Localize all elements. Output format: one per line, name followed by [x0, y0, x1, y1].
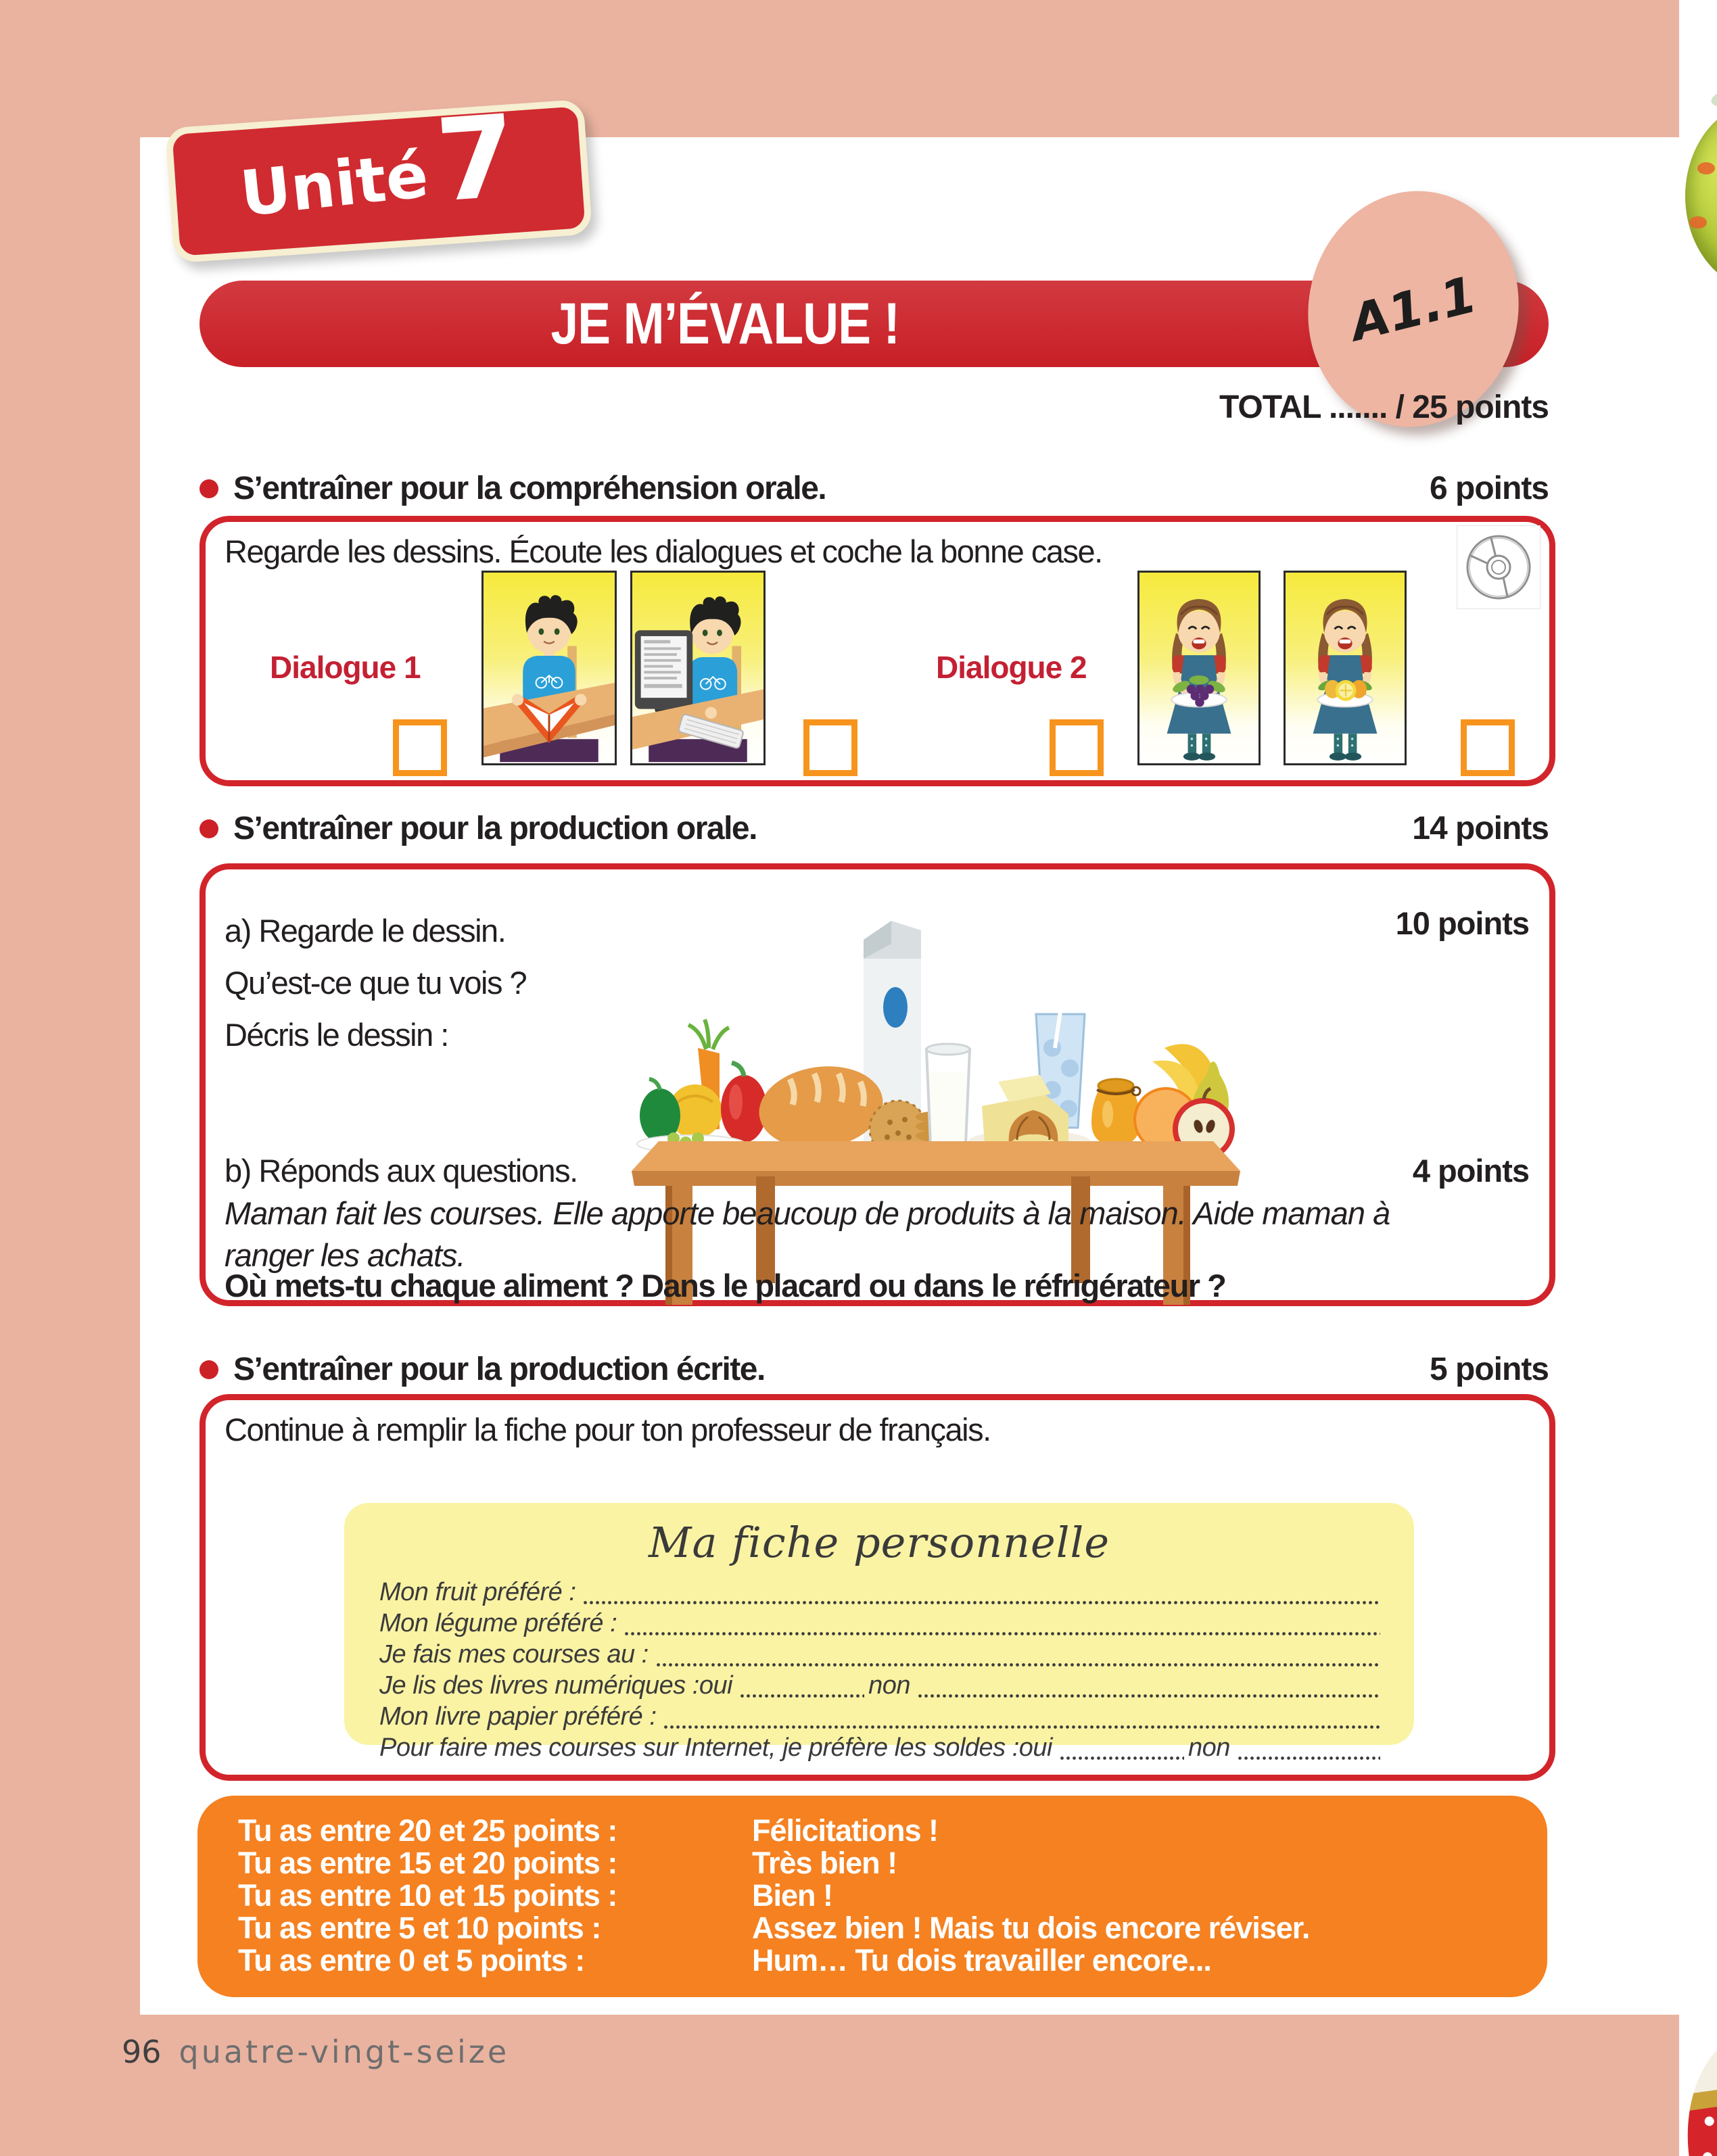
score-verdict: Félicitations ! [752, 1813, 939, 1848]
section1-header [199, 470, 1549, 507]
part-b-points: 4 points [1412, 1153, 1529, 1189]
section1-title: S’entraîner pour la compréhension orale. [233, 471, 826, 506]
dotted-answer-line[interactable] [663, 1710, 1380, 1730]
section1-points: 6 points [1429, 471, 1549, 506]
unit-word: Unité [237, 138, 432, 231]
section2-box [199, 863, 1555, 1306]
non-label: non [868, 1671, 910, 1700]
oui-label: oui [1018, 1733, 1052, 1762]
dialogue1-label: Dialogue 1 [270, 650, 421, 685]
page-title: JE M’ÉVALUE ! [550, 291, 900, 356]
score-row [238, 1879, 1507, 1912]
part-a-line3: Décris le dessin : [225, 1017, 448, 1053]
fiche-line-label: Pour faire mes courses sur Internet, je préfère les soldes : [379, 1733, 1019, 1762]
dotted-answer-line[interactable] [1237, 1741, 1380, 1761]
score-range: Tu as entre 20 et 25 points : [238, 1813, 617, 1848]
fiche-lines [379, 1577, 1384, 1764]
section2-header [199, 810, 1549, 847]
score-verdict: Très bien ! [752, 1846, 897, 1880]
answer-checkbox[interactable] [393, 719, 447, 776]
dotted-answer-line[interactable] [739, 1679, 864, 1699]
fiche-line-label: Mon livre papier préféré : [379, 1702, 657, 1731]
dotted-answer-line[interactable] [917, 1679, 1380, 1699]
score-row [238, 1912, 1507, 1944]
part-b-question: Où mets-tu chaque aliment ? Dans le placard ou dans le réfrigérateur ? [225, 1268, 1226, 1303]
section1-instruction: Regarde les dessins. Écoute les dialogues et coche la bonne case. [225, 533, 1102, 569]
part-a-points: 10 points [1395, 905, 1529, 941]
part-b-situation: Maman fait les courses. Elle apporte beaucoup de produits à la maison. Aide maman à ranger les achats. [225, 1195, 1390, 1273]
score-row [238, 1815, 1507, 1847]
red-bullet-icon [199, 819, 218, 838]
section3-title: S’entraîner pour la production écrite. [233, 1351, 765, 1387]
section3-points: 5 points [1429, 1351, 1549, 1387]
fiche-line[interactable] [379, 1671, 1384, 1702]
oui-label: oui [699, 1671, 733, 1700]
dotted-answer-line[interactable] [624, 1616, 1380, 1637]
section3-instruction: Continue à remplir la fiche pour ton professeur de français. [225, 1412, 991, 1447]
cd-icon [1457, 526, 1540, 608]
score-row [238, 1944, 1507, 1977]
dotted-answer-line[interactable] [655, 1648, 1380, 1668]
fiche-title: Ma fiche personnelle [648, 1518, 1110, 1567]
section2-points: 14 points [1412, 811, 1549, 846]
score-range: Tu as entre 10 et 15 points : [238, 1878, 617, 1913]
fiche-line[interactable] [379, 1608, 1384, 1639]
score-verdict: Hum… Tu dois travailler encore... [752, 1943, 1211, 1978]
score-range: Tu as entre 0 et 5 points : [238, 1943, 585, 1978]
answer-checkbox[interactable] [1050, 719, 1104, 776]
total-score-line: TOTAL ....... / 25 points [1219, 389, 1549, 425]
score-row [238, 1847, 1507, 1879]
fiche-line-label: Mon fruit préféré : [379, 1578, 576, 1606]
fiche-line-label: Mon légume préféré : [379, 1609, 617, 1637]
page-footer [122, 2034, 509, 2070]
answer-checkbox[interactable] [1461, 719, 1515, 776]
part-a-text [225, 905, 526, 1061]
fiche-line-label: Je lis des livres numériques : [379, 1671, 699, 1700]
section3-box [199, 1394, 1555, 1781]
dialogue2-label: Dialogue 2 [936, 650, 1087, 685]
score-verdict: Assez bien ! Mais tu dois encore réviser. [752, 1911, 1310, 1945]
fiche-line[interactable] [379, 1702, 1384, 1733]
part-a-line1: a) Regarde le dessin. [225, 913, 506, 949]
girl-with-grapes-image [1137, 571, 1261, 765]
red-bullet-icon [199, 1360, 218, 1379]
section2-title: S’entraîner pour la production orale. [233, 811, 757, 846]
section1-box [199, 516, 1555, 786]
part-a-line2: Qu’est-ce que tu vois ? [225, 965, 527, 1001]
girl-with-fruit-plate-image [1284, 571, 1407, 765]
fiche-line[interactable] [379, 1733, 1384, 1764]
boy-at-computer-image [630, 571, 766, 765]
fiche-line-label: Je fais mes courses au : [379, 1640, 649, 1669]
score-verdict: Bien ! [752, 1878, 833, 1913]
page-edge-strip [1679, 0, 1717, 2156]
red-bullet-icon [199, 479, 218, 498]
score-range: Tu as entre 15 et 20 points : [238, 1846, 617, 1880]
dotted-answer-line[interactable] [582, 1585, 1380, 1606]
boy-reading-book-image [481, 571, 617, 765]
page-number: 96 [122, 2034, 162, 2070]
score-interpretation-box [197, 1796, 1547, 1997]
fiche-line[interactable] [379, 1577, 1384, 1608]
unit-number: 7 [431, 90, 521, 228]
answer-checkbox[interactable] [803, 719, 857, 776]
dotted-answer-line[interactable] [1059, 1741, 1184, 1761]
personal-form-note [344, 1503, 1414, 1762]
page-number-words: quatre-vingt-seize [179, 2034, 510, 2070]
non-label: non [1188, 1733, 1230, 1762]
score-range: Tu as entre 5 et 10 points : [238, 1911, 601, 1945]
level-label: A1.1 [1344, 265, 1482, 353]
part-b-label: b) Réponds aux questions. [225, 1153, 578, 1189]
section3-header [199, 1351, 1549, 1388]
fiche-line[interactable] [379, 1639, 1384, 1671]
